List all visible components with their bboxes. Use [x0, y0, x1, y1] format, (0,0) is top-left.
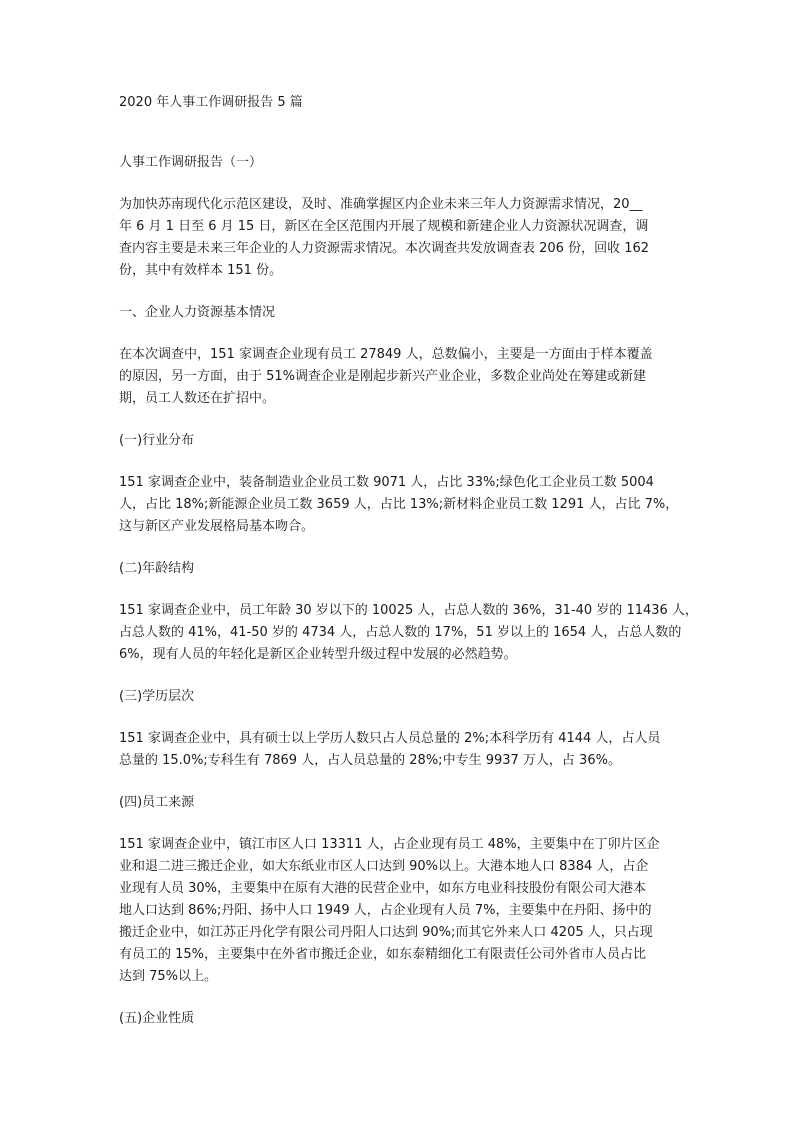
paragraph-line: 151 家调查企业中，镇江市区人口 13311 人，占企业现有员工 48%，主要集中在丁卯片区企 — [119, 837, 660, 852]
subsection-heading-education: (三)学历层次 — [119, 689, 195, 704]
intro-paragraph — [119, 194, 675, 282]
industry-paragraph — [119, 472, 679, 538]
subsection-heading-industry: (一)行业分布 — [119, 433, 195, 448]
subsection-heading-source: (四)员工来源 — [119, 795, 195, 810]
paragraph-line: 期，员工人数还在扩招中。 — [119, 391, 276, 406]
paragraph-line: 6%，现有人员的年轻化是新区企业转型升级过程中发展的必然趋势。 — [119, 647, 517, 662]
paragraph-line: 151 家调查企业中，装备制造业企业员工数 9071 人，占比 33%;绿色化工企业员工数 5004 — [119, 475, 654, 490]
paragraph-line: 查内容主要是未来三年企业的人力资源需求情况。本次调查共发放调查表 206 份，回收 162 — [119, 241, 650, 256]
section1-paragraph — [119, 344, 675, 410]
paragraph-line: 占总人数的 41%，41-50 岁的 4734 人，占总人数的 17%，51 岁以上的 1654 人，占总人数的 — [119, 625, 682, 640]
document-title: 2020 年人事工作调研报告 5 篇 — [119, 95, 303, 110]
subsection-heading-ownership: (五)企业性质 — [119, 1011, 195, 1026]
paragraph-line: 151 家调查企业中，具有硕士以上学历人数只占人员总量的 2%;本科学历有 4144 人，占人员 — [119, 731, 661, 746]
age-paragraph — [119, 600, 698, 666]
paragraph-line: 业现有人员 30%，主要集中在原有大港的民营企业中，如东方电业科技股份有限公司大港本 — [119, 881, 647, 896]
subsection-heading-age: (二)年龄结构 — [119, 561, 195, 576]
paragraph-line: 地人口达到 86%;丹阳、扬中人口 1949 人，占企业现有人员 7%，主要集中在丹阳、扬中的 — [119, 903, 652, 918]
paragraph-line: 151 家调查企业中，员工年龄 30 岁以下的 10025 人，占总人数的 36%，31-40 岁的 11436 人， — [119, 603, 698, 618]
paragraph-line: 人，占比 18%;新能源企业员工数 3659 人，占比 13%;新材料企业员工数 1291 人，占比 7%， — [119, 497, 679, 512]
document-page — [119, 92, 698, 1050]
paragraph-line: 这与新区产业发展格局基本吻合。 — [119, 519, 315, 534]
paragraph-line: 为加快苏南现代化示范区建设，及时、准确掌握区内企业未来三年人力资源需求情况，20__ — [119, 197, 643, 212]
paragraph-line: 达到 75%以上。 — [119, 969, 218, 984]
paragraph-line: 有员工的 15%，主要集中在外省市搬迁企业，如东泰精细化工有限责任公司外省市人员占比 — [119, 947, 647, 962]
report-title: 人事工作调研报告（一） — [119, 155, 263, 170]
section-heading: 一、企业人力资源基本情况 — [119, 305, 276, 320]
source-paragraph — [119, 834, 675, 988]
paragraph-line: 份，其中有效样本 151 份。 — [119, 263, 283, 278]
paragraph-line: 的原因，另一方面，由于 51%调查企业是刚起步新兴产业企业，多数企业尚处在筹建或新建 — [119, 369, 647, 384]
paragraph-line: 总量的 15.0%;专科生有 7869 人，占人员总量的 28%;中专生 9937 万人，占 36%。 — [119, 753, 621, 768]
education-paragraph — [119, 728, 675, 772]
paragraph-line: 业和退二进三搬迁企业，如大东纸业市区人口达到 90%以上。大港本地人口 8384 人，占企 — [119, 859, 649, 874]
paragraph-line: 搬迁企业中，如江苏正丹化学有限公司丹阳人口达到 90%;而其它外来人口 4205 人，只占现 — [119, 925, 653, 940]
paragraph-line: 在本次调查中，151 家调查企业现有员工 27849 人，总数偏小，主要是一方面由于样本覆盖 — [119, 347, 653, 362]
paragraph-line: 年 6 月 1 日至 6 月 15 日，新区在全区范围内开展了规模和新建企业人力资源状况调查，调 — [119, 219, 649, 234]
